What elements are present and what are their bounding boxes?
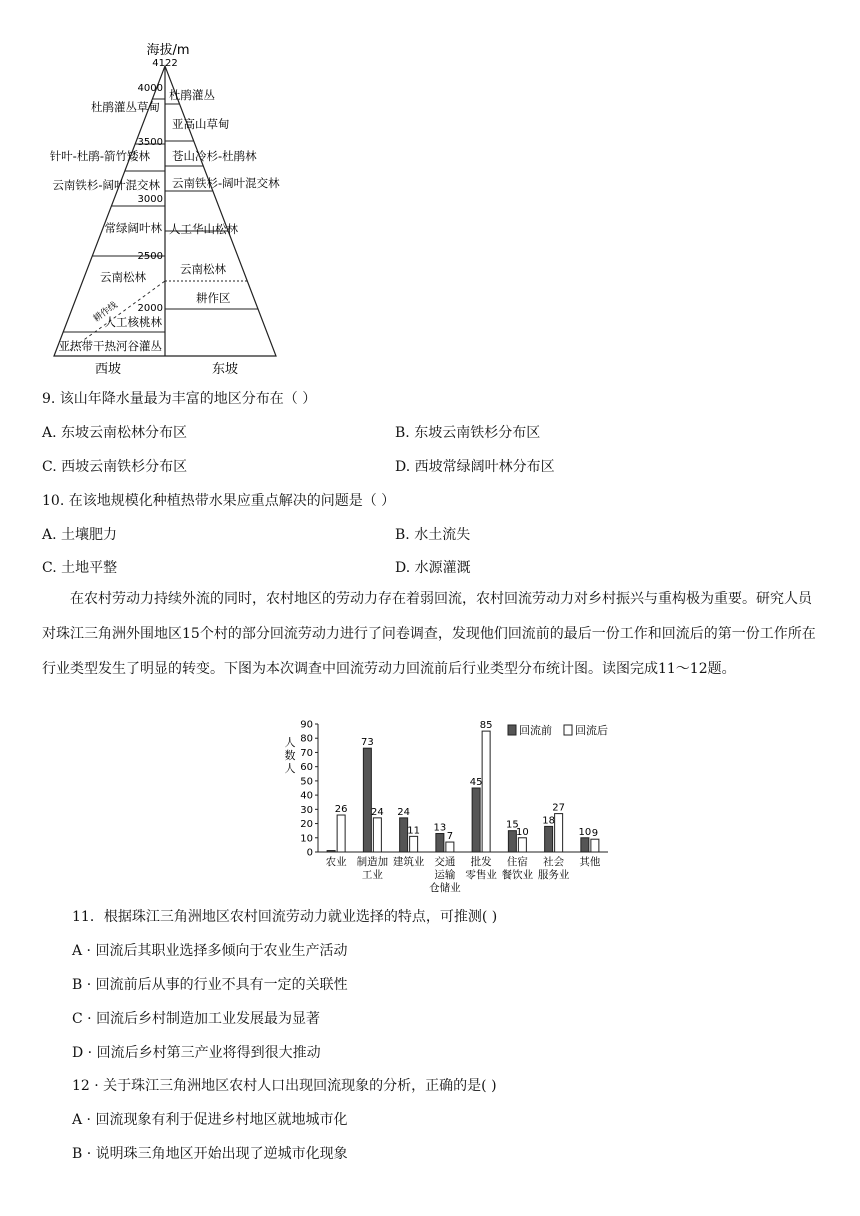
east-slope-label: 东坡 (211, 362, 239, 377)
category-label: 建筑业 (392, 856, 425, 868)
category-label: 交通运输仓储业 (429, 856, 461, 894)
q9-option-c[interactable]: C. 西坡云南铁杉分布区 (42, 459, 188, 475)
labor-return-bar-chart (270, 712, 620, 894)
bar-value-label: 26 (334, 804, 348, 816)
y-tick-label: 50 (300, 776, 313, 788)
west-slope-label: 西坡 (94, 362, 122, 377)
east-zone-label: 杜鹃灌丛 (169, 88, 215, 102)
y-tick-label: 10 (300, 833, 313, 845)
west-zone-label: 常绿阔叶林 (104, 221, 162, 235)
bar-value-label: 24 (397, 806, 410, 818)
bar-value-label: 9 (591, 828, 599, 840)
q11-option-a[interactable]: A · 回流后其职业选择多倾向于农业生产活动 (72, 943, 348, 959)
legend-label: 回流前 (519, 724, 552, 737)
bar-value-label: 10 (516, 826, 529, 838)
q11-option-c[interactable]: C · 回流后乡村制造加工业发展最为显著 (72, 1011, 321, 1027)
west-zone-label: 亚热带干热河谷灌丛 (58, 339, 162, 353)
reading-passage: 在农村劳动力持续外流的同时，农村地区的劳动力存在着弱回流，农村回流劳动力对乡村振兴与重构极为重要。研究人员对珠江三角洲外围地区15个村的部分回流劳动力进行了问卷调查，发现他们回流前的最后一份工作和回流后的第一份工作所在行业类型发生了明显的转变。下图为本次调查中回流劳动力回流前后行业类型分布统计图。读图完成11～12题。 (42, 591, 816, 677)
bar-before-return (472, 788, 480, 852)
q9-stem: 9. 该山年降水量最为丰富的地区分布在（ ） (42, 391, 317, 407)
west-zone-label: 人工核桃林 (104, 315, 162, 329)
bar-after-return (410, 836, 418, 852)
category-label: 社会服务业 (537, 856, 570, 881)
y-tick-label: 40 (300, 790, 313, 802)
bar-value-label: 15 (506, 819, 519, 831)
bar-value-label: 7 (446, 831, 454, 843)
east-zone-label: 云南松林 (180, 262, 226, 276)
q11-option-d[interactable]: D · 回流后乡村第三产业将得到很大推动 (72, 1045, 321, 1061)
east-zone-label: 人工华山松林 (169, 222, 238, 236)
bar-before-return (545, 826, 553, 852)
y-tick-label: 30 (300, 804, 313, 816)
bar-value-label: 73 (361, 737, 374, 749)
q10-stem: 10. 在该地规模化种植热带水果应重点解决的问题是（ ） (42, 493, 396, 509)
q10-option-c[interactable]: C. 土地平整 (42, 560, 118, 576)
bar-before-return (581, 838, 589, 852)
bar-after-return (373, 818, 381, 852)
bar-value-label: 45 (469, 777, 483, 788)
category-label: 制造加工业 (356, 856, 389, 881)
y-tick-label: 70 (300, 747, 313, 759)
bar-value-label: 10 (578, 826, 592, 838)
bar-after-return (446, 842, 454, 852)
bar-value-label: 27 (552, 802, 565, 814)
elevation-tick-label: 4000 (137, 83, 163, 94)
bar-before-return (436, 834, 444, 852)
q10-option-b[interactable]: B. 水土流失 (395, 527, 471, 543)
west-zone-label: 针叶-杜鹃-箭竹矮林 (49, 149, 150, 163)
bar-value-label: 18 (542, 815, 555, 827)
peak-label: 4122 (152, 58, 178, 69)
q10-option-a[interactable]: A. 土壤肥力 (42, 527, 118, 543)
west-zone-label: 云南铁杉-阔叶混交林 (52, 178, 160, 192)
bar-after-return (482, 731, 490, 852)
west-zone-label: 杜鹃灌丛草甸 (91, 100, 160, 114)
q9-option-d[interactable]: D. 西坡常绿阔叶林分布区 (395, 459, 555, 475)
legend-swatch (508, 725, 516, 735)
category-label: 其他 (579, 856, 601, 868)
category-label: 农业 (325, 856, 347, 868)
q10-option-d[interactable]: D. 水源灌溉 (395, 560, 471, 576)
category-label: 批发零售业 (465, 856, 497, 881)
elevation-tick-label: 2000 (137, 303, 163, 314)
q9-option-b[interactable]: B. 东坡云南铁杉分布区 (395, 425, 541, 441)
elevation-tick-label: 2500 (137, 251, 163, 262)
bar-before-return (327, 851, 335, 852)
bar-value-label: 85 (479, 720, 493, 732)
east-zone-label: 耕作区 (196, 291, 231, 305)
bar-after-return (555, 814, 563, 852)
y-tick-label: 20 (300, 819, 313, 831)
y-tick-label: 0 (306, 847, 313, 859)
q12-option-b[interactable]: B · 说明珠三角地区开始出现了逆城市化现象 (72, 1146, 348, 1162)
bar-after-return (591, 839, 599, 852)
legend-label: 回流后 (575, 724, 608, 737)
bar-after-return (518, 838, 526, 852)
bar-value-label: 13 (433, 822, 447, 834)
q9-option-a[interactable]: A. 东坡云南松林分布区 (42, 425, 188, 441)
elevation-tick-label: 3000 (137, 194, 163, 205)
axis-label: 海拔/m (146, 43, 190, 58)
bar-after-return (337, 815, 345, 852)
bar-value-label: 11 (407, 825, 420, 837)
y-tick-label: 80 (300, 733, 313, 745)
east-zone-label: 云南铁杉-阔叶混交林 (172, 176, 280, 190)
bar-before-return (363, 748, 371, 852)
category-label: 住宿餐饮业 (501, 856, 534, 881)
q12-stem: 12 · 关于珠江三角洲地区农村人口出现回流现象的分析，正确的是( ) (72, 1078, 497, 1094)
mountain-zonation-diagram (30, 36, 300, 380)
q12-option-a[interactable]: A · 回流现象有利于促进乡村地区就地城市化 (72, 1112, 348, 1128)
bar-value-label: 24 (371, 806, 384, 818)
legend-swatch (564, 725, 572, 735)
y-tick-label: 60 (300, 762, 313, 774)
east-zone-label: 亚高山草甸 (172, 117, 230, 131)
cultivation-line-label: 耕作线 (91, 300, 120, 325)
west-zone-label: 云南松林 (100, 270, 146, 284)
q11-option-b[interactable]: B · 回流前后从事的行业不具有一定的关联性 (72, 977, 348, 993)
east-zone-label: 苍山冷杉-杜鹃林 (172, 149, 257, 163)
q11-stem: 11．根据珠江三角洲地区农村回流劳动力就业选择的特点，可推测( ) (72, 909, 498, 925)
y-axis-label: 人数人 (284, 736, 296, 775)
y-tick-label: 90 (300, 719, 313, 731)
elevation-tick-label: 3500 (137, 137, 163, 148)
